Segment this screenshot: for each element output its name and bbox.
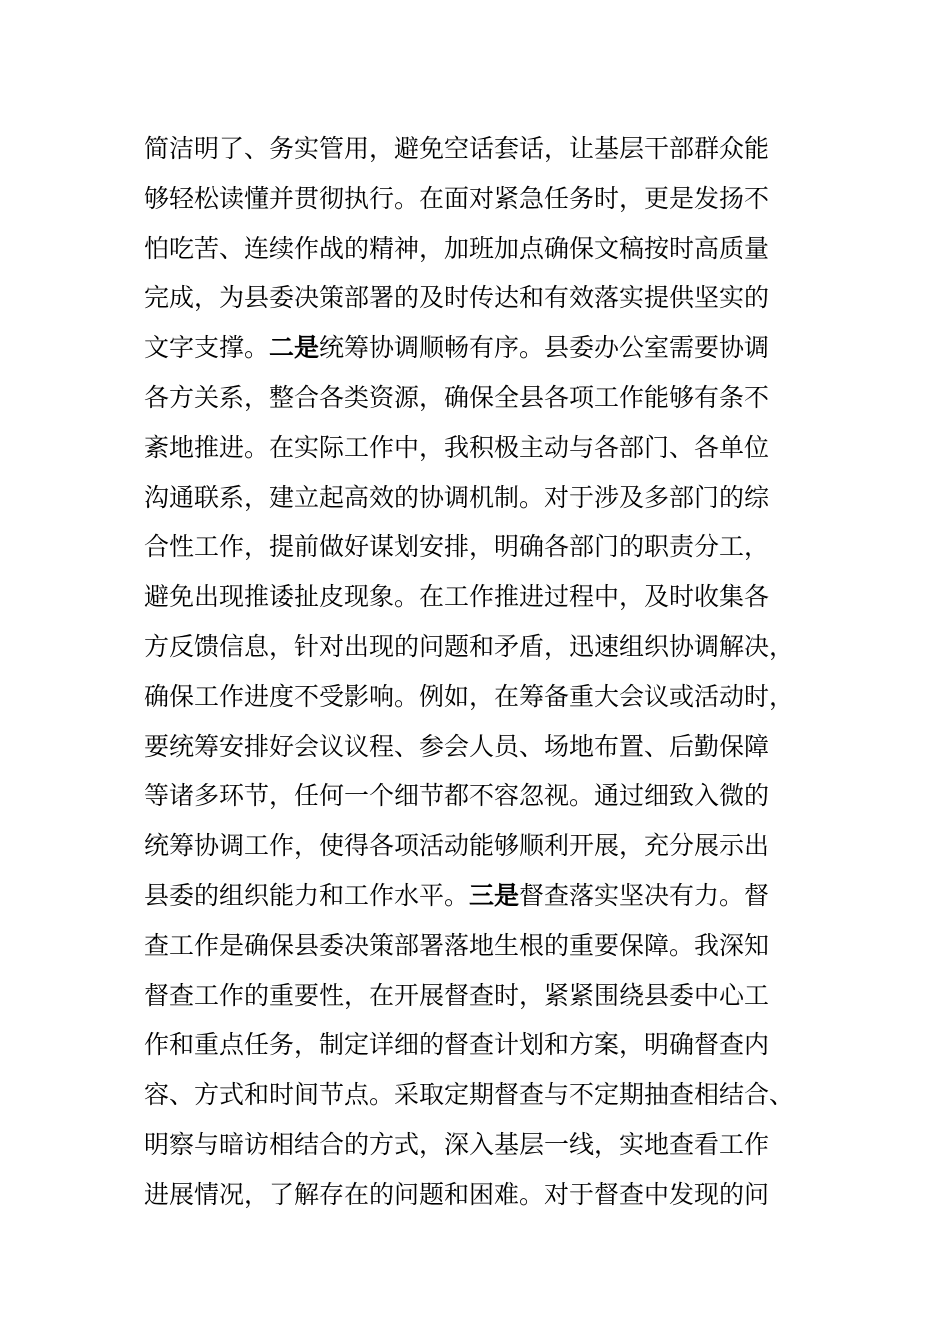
text-segment: 县委的组织能力和工作水平。 xyxy=(144,880,470,910)
text-line: 避免出现推诿扯皮现象。在工作推进过程中，及时收集各 xyxy=(144,582,770,612)
text-line: 作和重点任务，制定详细的督查计划和方案，明确督查内 xyxy=(144,1030,770,1060)
text-line xyxy=(144,871,824,921)
text-line: 紊地推进。在实际工作中，我积极主动与各部门、各单位 xyxy=(144,432,770,462)
body-text xyxy=(144,124,824,1220)
text-line: 查工作是确保县委决策部署落地生根的重要保障。我深知 xyxy=(144,930,770,960)
text-line: 怕吃苦、连续作战的精神，加班加点确保文稿按时高质量 xyxy=(144,233,770,263)
text-line: 简洁明了、务实管用，避免空话套话，让基层干部群众能 xyxy=(144,134,770,163)
text-segment: 文字支撑。 xyxy=(144,333,270,363)
text-line: 完成，为县委决策部署的及时传达和有效落实提供坚实的 xyxy=(144,283,770,313)
text-line: 进展情况，了解存在的问题和困难。对于督查中发现的问 xyxy=(144,1179,770,1209)
text-line: 确保工作进度不受影响。例如，在筹备重大会议或活动时， xyxy=(144,681,795,711)
text-segment: 统筹协调顺畅有序。县委办公室需要协调 xyxy=(319,333,770,363)
text-line: 统筹协调工作，使得各项活动能够顺利开展，充分展示出 xyxy=(144,831,770,861)
text-line: 明察与暗访相结合的方式，深入基层一线，实地查看工作 xyxy=(144,1129,770,1159)
text-line: 沟通联系，建立起高效的协调机制。对于涉及多部门的综 xyxy=(144,482,770,512)
text-line: 督查工作的重要性，在开展督查时，紧紧围绕县委中心工 xyxy=(144,980,770,1010)
bold-marker: 三是 xyxy=(469,880,520,910)
text-line: 等诸多环节，任何一个细节都不容忽视。通过细致入微的 xyxy=(144,781,770,811)
bold-marker: 二是 xyxy=(269,333,320,363)
text-line: 够轻松读懂并贯彻执行。在面对紧急任务时，更是发扬不 xyxy=(144,183,770,213)
text-line xyxy=(144,323,824,373)
text-line: 各方关系，整合各类资源，确保全县各项工作能够有条不 xyxy=(144,382,770,412)
text-line: 合性工作，提前做好谋划安排，明确各部门的职责分工， xyxy=(144,532,770,562)
text-segment: 督查落实坚决有力。督 xyxy=(519,880,770,910)
text-line: 容、方式和时间节点。采取定期督查与不定期抽查相结合、 xyxy=(144,1080,795,1110)
text-line: 方反馈信息，针对出现的问题和矛盾，迅速组织协调解决， xyxy=(144,631,795,661)
text-line: 要统筹安排好会议议程、参会人员、场地布置、后勤保障 xyxy=(144,731,770,761)
